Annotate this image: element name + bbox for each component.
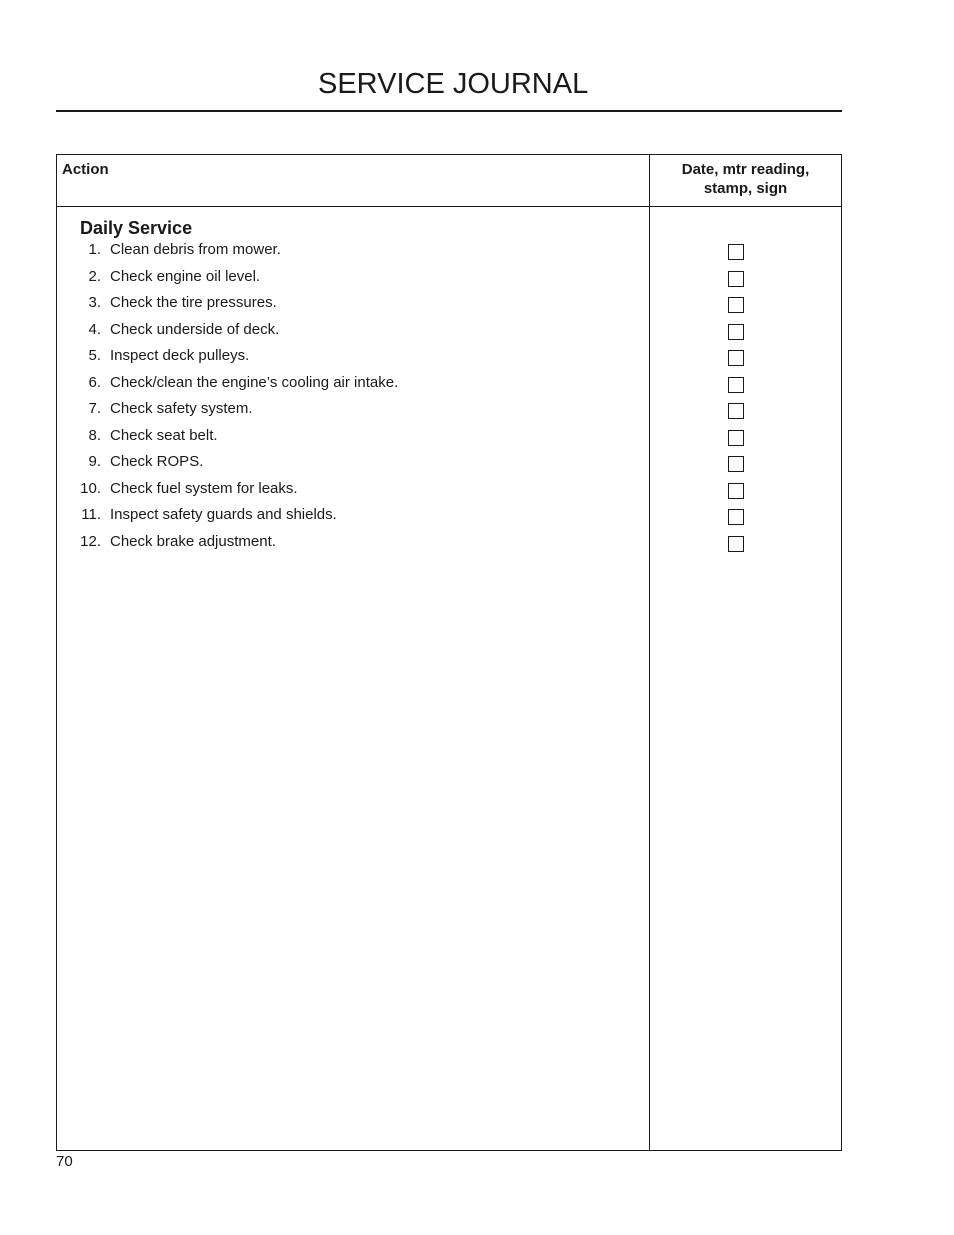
task-number: 4.	[88, 320, 101, 338]
section-title: Daily Service	[80, 218, 193, 238]
header-rule	[57, 206, 841, 207]
task-checkbox[interactable]	[728, 350, 744, 366]
task-item	[57, 268, 649, 295]
task-text: Check underside of deck.	[110, 320, 280, 338]
task-text: Inspect safety guards and shields.	[110, 506, 337, 523]
task-item	[57, 294, 649, 321]
task-text: Check fuel system for leaks.	[110, 479, 298, 497]
task-checkbox[interactable]	[728, 430, 744, 446]
task-checkbox[interactable]	[728, 324, 744, 340]
task-list	[57, 241, 649, 559]
task-checkbox[interactable]	[728, 403, 744, 419]
task-item	[57, 374, 649, 401]
task-item	[57, 347, 649, 374]
task-item	[57, 480, 649, 507]
task-item	[57, 506, 649, 533]
task-number: 11.	[81, 506, 101, 523]
task-item	[57, 400, 649, 427]
header-date-line2: stamp, sign	[703, 180, 788, 197]
task-text: Check/clean the engine’s cooling air intake.	[110, 373, 399, 391]
task-text: Check engine oil level.	[110, 267, 261, 285]
task-checkbox[interactable]	[728, 509, 744, 525]
task-number: 2.	[88, 267, 101, 285]
column-divider	[649, 155, 650, 1150]
header-date	[650, 160, 841, 198]
journal-table	[56, 154, 842, 1151]
task-text: Check seat belt.	[110, 426, 218, 444]
task-number: 9.	[88, 453, 101, 470]
task-checkbox[interactable]	[728, 456, 744, 472]
task-number: 5.	[88, 347, 101, 364]
task-number: 10.	[80, 479, 101, 497]
task-text: Check brake adjustment.	[110, 532, 276, 550]
task-number: 1.	[88, 241, 101, 258]
task-item	[57, 427, 649, 454]
task-number: 7.	[88, 400, 101, 417]
task-text: Clean debris from mower.	[110, 241, 281, 258]
task-item	[57, 533, 649, 560]
task-number: 3.	[88, 294, 101, 311]
task-checkbox[interactable]	[728, 536, 744, 552]
task-checkbox[interactable]	[728, 377, 744, 393]
task-checkbox[interactable]	[728, 297, 744, 313]
task-item	[57, 321, 649, 348]
task-checkbox[interactable]	[728, 483, 744, 499]
title-rule	[56, 110, 842, 112]
task-text: Check ROPS.	[110, 453, 204, 470]
task-text: Check the tire pressures.	[110, 294, 277, 311]
task-number: 8.	[88, 426, 101, 444]
header-date-line1: Date, mtr reading,	[681, 161, 810, 178]
task-text: Inspect deck pulleys.	[110, 347, 250, 364]
page-number: 70	[56, 1153, 73, 1170]
task-checkbox[interactable]	[728, 244, 744, 260]
task-checkbox[interactable]	[728, 271, 744, 287]
task-item	[57, 453, 649, 480]
task-number: 6.	[88, 373, 101, 391]
task-text: Check safety system.	[110, 400, 253, 417]
task-number: 12.	[80, 532, 101, 550]
task-item	[57, 241, 649, 268]
page-title: SERVICE JOURNAL	[318, 68, 589, 100]
header-action: Action	[62, 161, 109, 178]
